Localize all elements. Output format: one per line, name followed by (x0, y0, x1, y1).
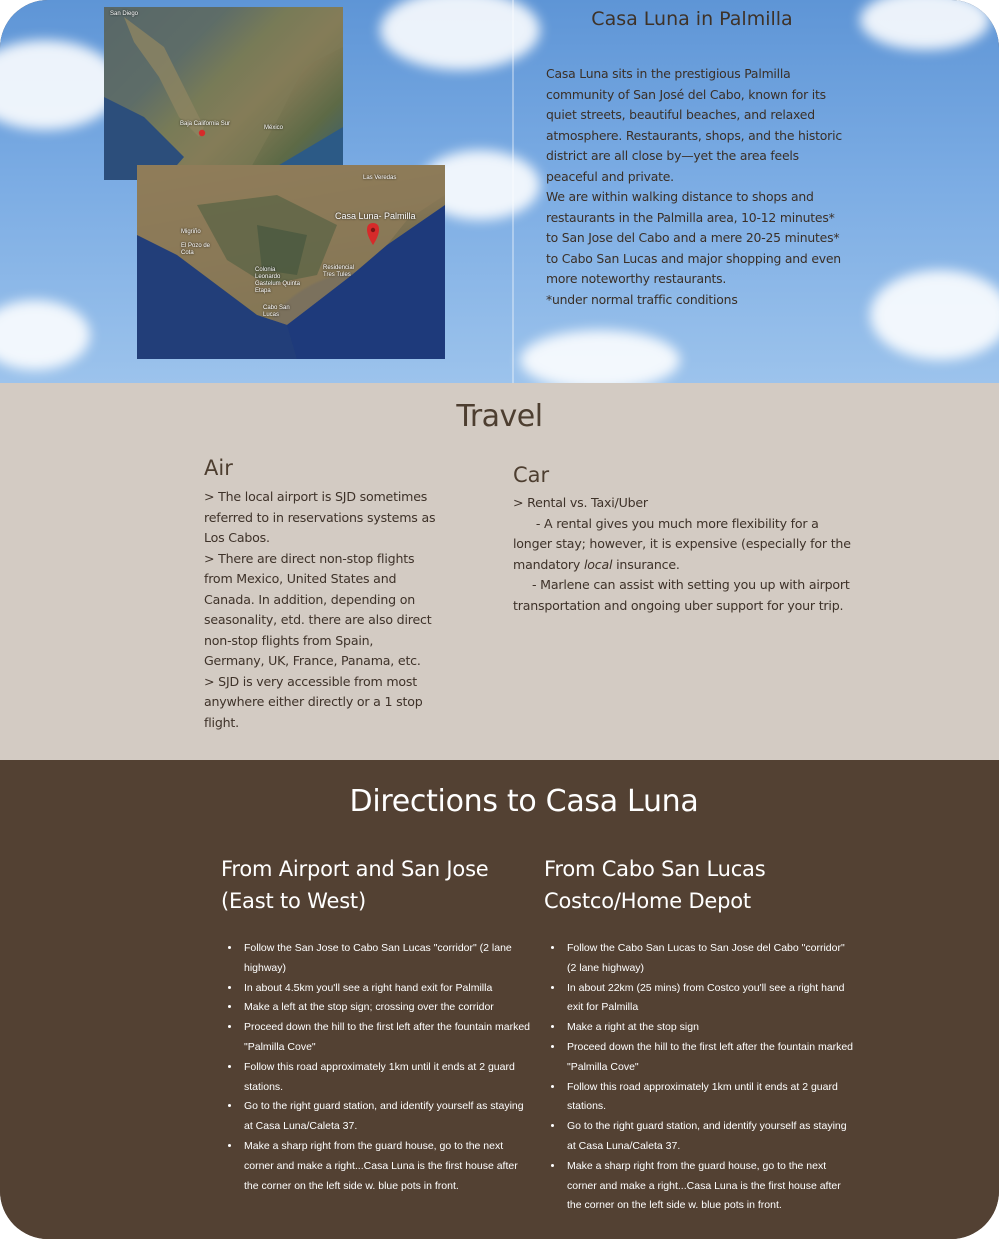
direction-step: • Follow this road approximately 1km until it ends at 2 guard stations. (241, 1058, 531, 1098)
section-divider (512, 0, 514, 383)
map-label-colonia: Colonia Leonardo Gastelum Quinta Etapa (255, 267, 301, 294)
from-airport-heading (221, 853, 489, 917)
map-overview-terrain (104, 7, 343, 180)
hero-title: Casa Luna in Palmilla (591, 8, 793, 30)
cloud (870, 270, 999, 360)
direction-step: • In about 4.5km you'll see a right hand exit for Palmilla (241, 979, 531, 999)
map-label-migrino: Migriño (181, 229, 201, 235)
map-detail-image (137, 165, 445, 359)
hero-footnote: *under normal traffic conditions (546, 291, 738, 307)
direction-step: • Go to the right guard station, and identify yourself as staying at Casa Luna/Caleta 37. (241, 1097, 531, 1137)
car-line-text: - A rental gives you much more flexibility for a longer stay; however, it is expensive (especially for the mandatory (513, 515, 855, 572)
map-label-residencial: Residencial Tres Tules (323, 265, 355, 278)
map-detail-terrain (137, 165, 445, 359)
car-line (513, 514, 858, 576)
direction-step: • Make a sharp right from the guard house, go to the next corner and make a right...Casa Luna is the first house after the corner on the left side w. blue pots in front. (241, 1137, 531, 1196)
map-label-san-diego: San Diego (110, 11, 139, 17)
travel-section (0, 383, 999, 760)
direction-step: • In about 22km (25 mins) from Costco you'll see a right hand exit for Palmilla (564, 979, 854, 1019)
from-cabo-heading (544, 853, 765, 917)
hero-paragraph: Casa Luna sits in the prestigious Palmilla community of San José del Cabo, known for its quiet streets, beautiful beaches, and relaxed atmosphere. Restaurants, shops, and the historic district are all close by—yet the area feels peaceful and private. (546, 66, 842, 184)
car-line-emphasis: local (583, 556, 613, 572)
from-cabo-heading-line: Costco/Home Depot (544, 889, 751, 913)
map-label-cabo: Cabo San Lucas (263, 305, 290, 318)
hero-description (546, 64, 846, 310)
car-line: > Rental vs. Taxi/Uber (513, 495, 648, 510)
from-airport-heading-line: From Airport and San Jose (221, 857, 489, 881)
car-heading: Car (513, 463, 550, 487)
direction-step: • Follow the Cabo San Lucas to San Jose del Cabo "corridor" (2 lane highway) (564, 939, 854, 979)
location-pin-icon (199, 130, 205, 136)
direction-step: • Go to the right guard station, and identify yourself as staying at Casa Luna/Caleta 37. (564, 1117, 854, 1157)
cloud (520, 330, 680, 383)
map-label-casa-luna: Casa Luna- Palmilla (335, 211, 416, 221)
direction-step: • Make a right at the stop sign (564, 1018, 854, 1038)
map-label-mexico: México (264, 125, 284, 131)
direction-step: • Make a left at the stop sign; crossing over the corridor (241, 998, 531, 1018)
air-line: > SJD is very accessible from most anywhere either directly or a 1 stop flight. (204, 673, 423, 730)
cloud (860, 0, 990, 50)
direction-step: • Follow this road approximately 1km until it ends at 2 guard stations. (564, 1078, 854, 1118)
direction-step: • Proceed down the hill to the first left after the fountain marked "Palmilla Cove" (564, 1038, 854, 1078)
map-label-el-pozo: El Pozo de Cota (181, 243, 211, 256)
direction-step: • Make a sharp right from the guard house, go to the next corner and make a right...Casa Luna is the first house after the corner on the left side w. blue pots in front. (564, 1157, 854, 1216)
direction-step: • Proceed down the hill to the first left after the fountain marked "Palmilla Cove" (241, 1018, 531, 1058)
air-line: > The local airport is SJD sometimes referred to in reservations systems as Los Cabos. (204, 489, 436, 545)
from-cabo-heading-line: From Cabo San Lucas (544, 857, 766, 881)
car-line: - Marlene can assist with setting you up with airport transportation and ongoing uber support for your trip. (513, 577, 854, 613)
cloud (380, 0, 540, 70)
from-airport-heading-line: (East to West) (221, 889, 366, 913)
hero-section (0, 0, 999, 383)
direction-step: • Follow the San Jose to Cabo San Lucas "corridor" (2 lane highway) (241, 939, 531, 979)
air-line: > There are direct non-stop flights from Mexico, United States and Canada. In addition, depending on seasonality, etd. there are also direct non-stop flights from Spain, Germany, UK, France, Panama, etc. (204, 550, 432, 668)
cloud (0, 40, 120, 130)
travel-title: Travel (456, 399, 543, 434)
car-text (513, 493, 858, 616)
directions-title: Directions to Casa Luna (349, 784, 699, 819)
air-heading: Air (204, 456, 233, 480)
car-line-text: insurance. (612, 556, 680, 572)
map-overview-image (104, 7, 343, 180)
directions-section (0, 760, 999, 1239)
from-cabo-steps (547, 939, 854, 1216)
map-label-las-veredas: Las Veredas (363, 175, 397, 181)
map-label-baja: Baja California Sur (180, 121, 231, 127)
cloud (0, 300, 90, 370)
from-airport-steps (224, 939, 531, 1196)
hero-paragraph: We are within walking distance to shops and restaurants in the Palmilla area, 10-12 minutes* to San Jose del Cabo and a mere 20-25 minutes* to Cabo San Lucas and major shopping and even more noteworthy restaurants. (546, 189, 841, 286)
air-text (204, 487, 436, 733)
